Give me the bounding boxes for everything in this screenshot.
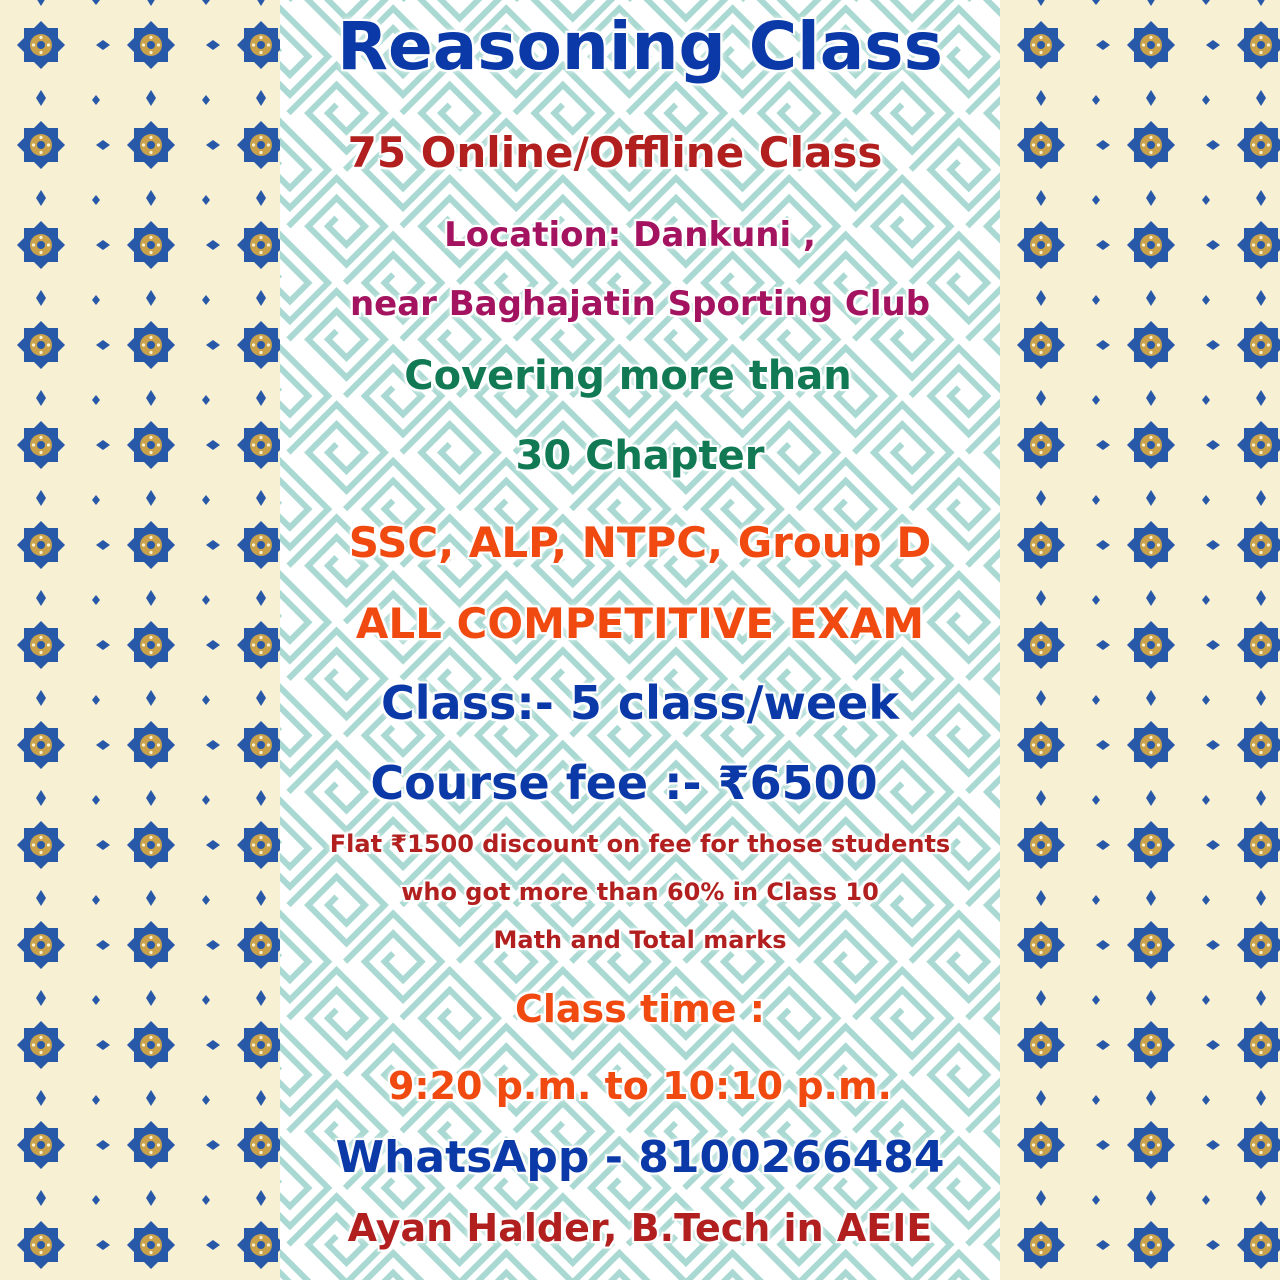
exams-line-1: SSC, ALP, NTPC, Group D <box>348 518 932 567</box>
covering-line-2: 30 Chapter <box>515 433 765 479</box>
exams-line-2: ALL COMPETITIVE EXAM <box>355 599 925 648</box>
tile-pattern-icon <box>0 0 280 1280</box>
discount-line-3: Math and Total marks <box>493 926 787 954</box>
discount-line-1: Flat ₹1500 discount on fee for those students <box>329 830 951 858</box>
class-time-label: Class time : <box>514 987 765 1031</box>
flyer-content <box>280 0 1000 1280</box>
covering-line-1: Covering more than <box>404 353 852 399</box>
schedule-text: Class:- 5 class/week <box>381 676 899 730</box>
teacher-name: Ayan Halder, B.Tech in AEIE <box>347 1206 933 1250</box>
location-line-1: Location: Dankuni , <box>444 215 816 255</box>
classes-count: 75 Online/Offline Class <box>347 128 883 177</box>
class-time-value: 9:20 p.m. to 10:10 p.m. <box>387 1064 892 1108</box>
course-fee: Course fee :- ₹6500 <box>370 756 878 810</box>
tile-pattern-icon <box>1000 0 1280 1280</box>
discount-line-2: who got more than 60% in Class 10 <box>401 878 879 906</box>
left-tile-border <box>0 0 280 1280</box>
whatsapp-contact: WhatsApp - 8100266484 <box>335 1132 945 1183</box>
flyer-title: Reasoning Class <box>337 8 943 85</box>
right-tile-border <box>1000 0 1280 1280</box>
location-line-2: near Baghajatin Sporting Club <box>349 284 931 324</box>
